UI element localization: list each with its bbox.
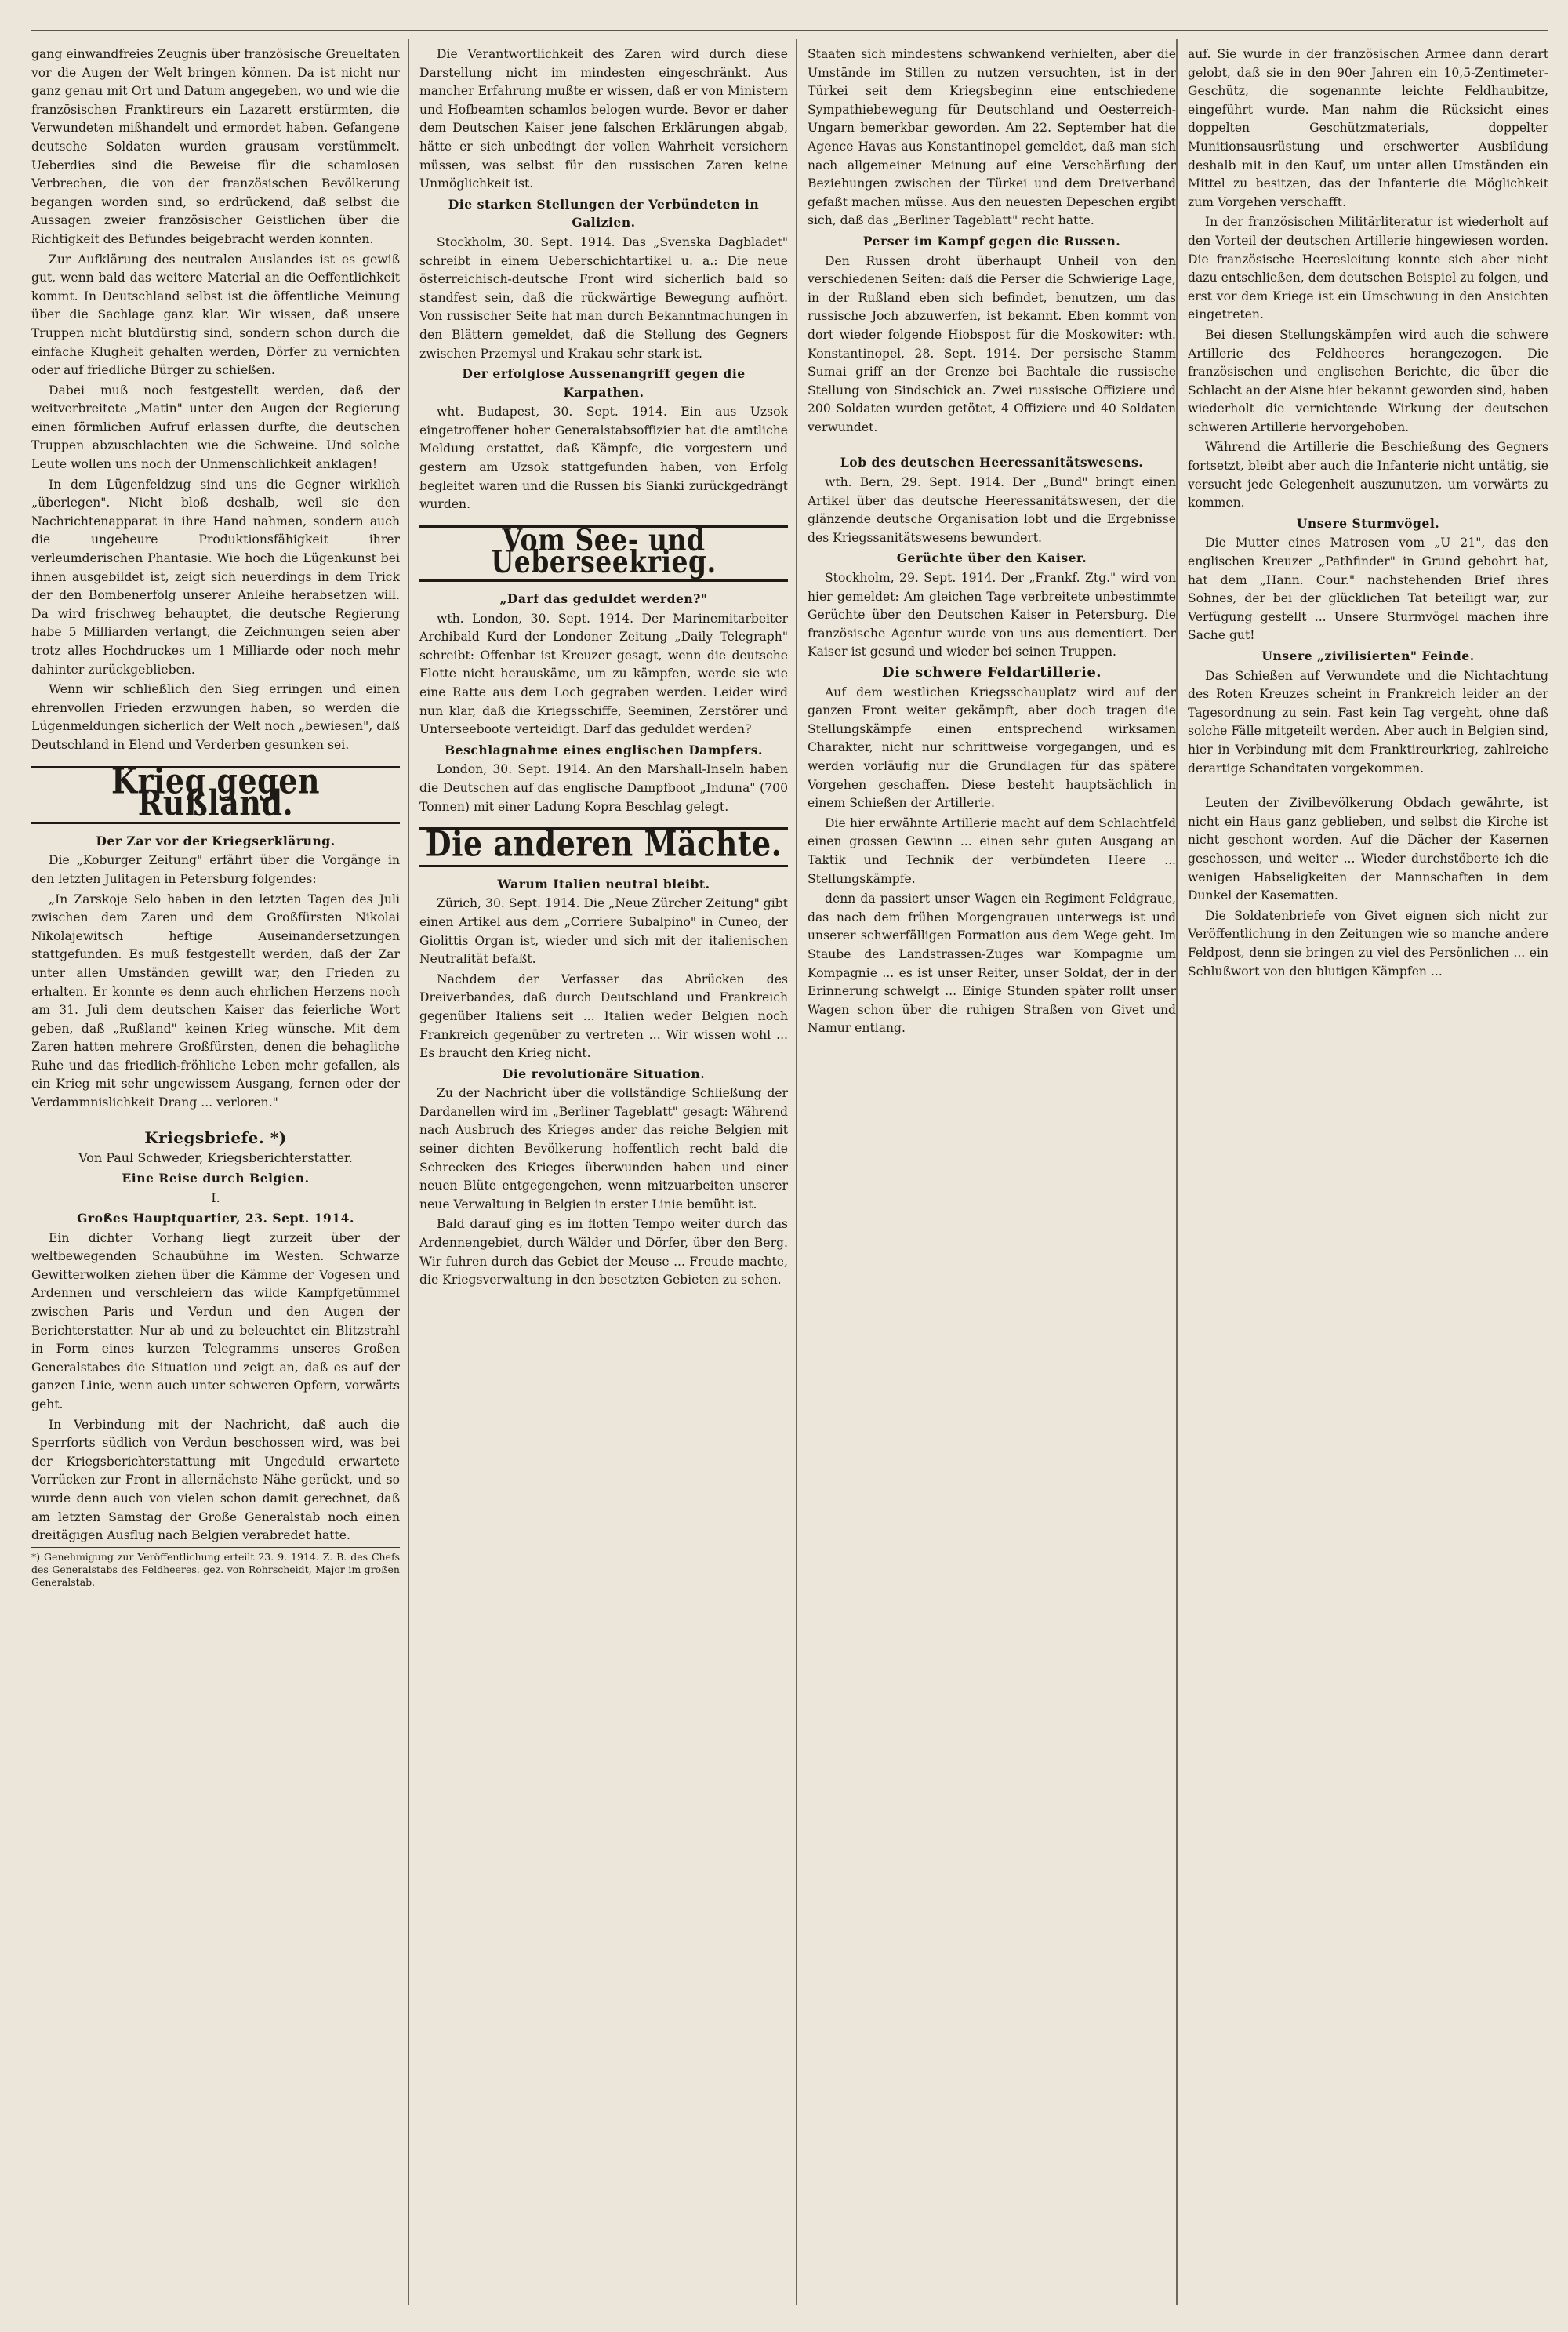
article-paragraph: denn da passiert unser Wagen ein Regiment Feldgraue, das nach dem frühen Morgengrauen unterwegs ist und unserer schwerfälligen Formation aus dem Wege geht. Im Staube des Landstrassen-Zuges war Kompagnie um Kompagnie ... es ist unser Reiter, unser Soldat, der in der Erinnerung schwelgt ... Einige Stunden später rollt unser Wagen schon über die ruhigen Straßen von Givet und Namur entlang. [808, 892, 1176, 1036]
article-paragraph: Das Schießen auf Verwundete und die Nichtachtung des Roten Kreuzes scheint in Frankreich leider an der Tagesordnung zu sein. Fast kein Tag vergeht, ohne daß solche Fälle mitgeteilt werden. Aber auch in Belgien sind, hier in Verbindung mit dem Franktireurkrieg, zahlreiche derartige Schandtaten vorgekommen. [1188, 668, 1548, 776]
section-banner: Vom See- und Ueberseekrieg. [419, 525, 788, 582]
column-rule [796, 39, 797, 2305]
article-paragraph: Zu der Nachricht über die vollständige Schließung der Dardanellen wird im „Berliner Tageblatt" gesagt: Während nach Ausbruch des Krieges ander das reiche Belgien mit seiner dichten Bevölkerung hoffentlich recht bald die Schrecken des Krieges überwunden haben und einer neuen Blüte entgegengehen, wenn mitzuarbeiten unserer neue Verwaltung in Belgien in erster Linie bemüht ist. [419, 1086, 788, 1211]
column-2 [419, 45, 788, 2304]
article-paragraph: Zürich, 30. Sept. 1914. Die „Neue Zürcher Zeitung" gibt einen Artikel aus dem „Corriere Subalpino" in Cuneo, der Giolittis Organ ist, wieder und sich mit der italienischen Neutralität befaßt. [419, 896, 788, 967]
dateline: Großes Hauptquartier, 23. Sept. 1914. [77, 1211, 354, 1226]
article-paragraph: Die Verantwortlichkeit des Zaren wird durch diese Darstellung nicht im mindesten eingeschränkt. Aus mancher Erfahrung mußte er wissen, daß er von Ministern und Hofbeamten schamlos belogen wurde. Bevor er daher dem Deutschen Kaiser jene falschen Erklärungen abgab, hätte er sich unbedingt der vollen Wahrheit versichern müssen, was selbst für den russischen Zaren keine Unmöglichkeit ist. [419, 47, 788, 191]
column-4 [1188, 45, 1548, 2304]
article-headline: Gerüchte über den Kaiser. [896, 550, 1087, 566]
article-headline: Die starken Stellungen der Verbündeten in Galizien. [448, 196, 760, 231]
article-paragraph: Die „Koburger Zeitung" erfährt über die Vorgänge in den letzten Julitagen in Petersburg folgendes: [31, 853, 400, 886]
article-paragraph: Während die Artillerie die Beschießung des Gegners fortsetzt, bleibt aber auch die Infanterie nicht untätig, sie versucht jede Gelegenheit auszunutzen, um vorwärts zu kommen. [1188, 440, 1548, 510]
article-headline: Der erfolglose Aussenangriff gegen die Karpathen. [462, 366, 746, 400]
article-paragraph: Die Soldatenbriefe von Givet eignen sich nicht zur Veröffentlichung in den Zeitungen wie so manche andere Feldpost, denn sie bringen zu viel des Persönlichen ... ein Schlußwort von den blutigen Kämpfen ... [1188, 908, 1548, 979]
article-headline: Unsere „zivilisierten" Feinde. [1261, 648, 1475, 663]
column-rule [1176, 39, 1178, 2305]
article-paragraph: Die Mutter eines Matrosen vom „U 21", das den englischen Kreuzer „Pathfinder" in Grund gebohrt hat, hat dem „Hann. Cour." nachstehenden Brief ihres Sohnes, der bei der glücklichen Tat beteiligt war, zur Verfügung gestellt ... Unsere Sturmvögel machen ihre Sache gut! [1188, 536, 1548, 643]
article-headline: Die revolutionäre Situation. [502, 1066, 706, 1081]
article-paragraph: Stockholm, 29. Sept. 1914. Der „Frankf. Ztg." wird von hier gemeldet: Am gleichen Tage verbreitete unbestimmte Gerüchte über den Deutschen Kaiser in Petersburg. Die französische Agentur wurde von uns aus dementiert. Der Kaiser ist gesund und wieder bei seinen Truppen. [808, 571, 1176, 659]
top-rule [31, 11, 1548, 31]
article-headline: Lob des deutschen Heeressanitätswesens. [840, 455, 1144, 470]
article-paragraph: Dabei muß noch festgestellt werden, daß der weitverbreitete „Matin" unter den Augen der Regierung einen förmlichen Aufruf erlassen durfte, die deutschen Truppen abzuschlachten wie die Schweine. Und solche Leute wollen uns noch der Unmenschlichkeit anklagen! [31, 383, 400, 472]
column-1 [31, 45, 400, 2304]
article-paragraph: Bei diesen Stellungskämpfen wird auch die schwere Artillerie des Feldheeres herangezogen. Die französischen und englischen Berichte, die über die Schlacht an der Aisne hier bekannt geworden sind, haben wiederholt die vernichtende Wirkung der deutschen schweren Artillerie hervorgehoben. [1188, 327, 1548, 434]
article-headline: Der Zar vor der Kriegserklärung. [96, 833, 336, 848]
article-paragraph: London, 30. Sept. 1914. An den Marshall-Inseln haben die Deutschen auf das englische Dampfboot „Induna" (700 Tonnen) mit einer Ladung Kopra Beschlag gelegt. [419, 762, 788, 814]
section-banner: Krieg gegen Rußland. [31, 766, 400, 824]
article-paragraph: Die hier erwähnte Artillerie macht auf dem Schlachtfeld einen grossen Gewinn ... einen sehr guten Ausgang an Taktik und Technik der verbündeten Heere ... Stellungskämpfe. [808, 815, 1176, 886]
article-headline: „Darf das geduldet werden?" [499, 591, 708, 607]
article-paragraph: Stockholm, 30. Sept. 1914. Das „Svenska Dagbladet" schreibt in einem Ueberschichtartikel u. a.: Die neue österreichisch-deutsche Front wird sicherlich bald so standfest sein, daß die rückwärtige Bewegung aufhört. Von russischer Seite hat man durch Bekanntmachungen in den Blättern gemeldet, daß die Stellung des Gegners zwischen Przemysl und Krakau sehr stark ist. [419, 234, 788, 361]
article-headline: Unsere Sturmvögel. [1296, 515, 1440, 531]
article-paragraph: „In Zarskoje Selo haben in den letzten Tagen des Juli zwischen dem Zaren und dem Großfürsten Nikolai Nikolajewitsch heftige Auseinandersetzungen stattgefunden. Es muß festgestellt werden, daß der Zar unter allen Umständen gewillt war, den Frieden zu erhalten. Er konnte es denn auch ehrlichen Herzens noch am 31. Juli dem deutschen Kaiser das feierliche Wort geben, daß „Rußland" keinen Krieg wünsche. Mit dem Zaren hatten mehrere Großfürsten, denen die behagliche Ruhe und das friedlich-fröhliche Leben mehr gefallen, als ein Krieg mit sehr ungewissem Ausgang, fernen oder der Verdammnislichkeit Drang ... verloren." [31, 892, 400, 1110]
article-headline: Kriegsbriefe. *) [144, 1128, 287, 1147]
byline: Von Paul Schweder, Kriegsberichterstatter. [78, 1150, 353, 1166]
article-paragraph: wth. Bern, 29. Sept. 1914. Der „Bund" bringt einen Artikel über das deutsche Heeressanitätswesen, der die glänzende deutsche Organisation lobt und die Ergebnisse des Kriegssanitätswesens bewundert. [808, 475, 1176, 545]
article-headline: Die schwere Feldartillerie. [881, 664, 1102, 681]
article-headline: Warum Italien neutral bleibt. [497, 876, 710, 892]
article-paragraph: Wenn wir schließlich den Sieg erringen und einen ehrenvollen Frieden erzwungen haben, so werden die Lügenmeldungen sicherlich der Welt noch „bewiesen", daß Deutschland in Elend und Verderben gesunken sei. [31, 682, 400, 752]
article-paragraph: Leuten der Zivilbevölkerung Obdach gewährte, ist nicht ein Haus ganz geblieben, und selbst die Kirche ist nicht geschont worden. Auf die Dächer der Kasernen geschossen, und weiter ... Wieder durchstöberte ich die wenigen Habseligkeiten der Mannschaften in dem Dunkel der Kasematten. [1188, 796, 1548, 903]
article-paragraph: wht. Budapest, 30. Sept. 1914. Ein aus Uzsok eingetroffener hoher Generalstabsoffizier hat die amtliche Meldung erstattet, daß Kämpfe, die vorgestern und gestern am Uzsok stattgefunden haben, von Erfolg begleitet waren und die Russen bis Sianki zurückgedrängt wurden. [419, 405, 788, 512]
article-paragraph: Den Russen droht überhaupt Unheil von den verschiedenen Seiten: daß die Perser die Schwierige Lage, in der Rußland eben sich befindet, benutzen, um das russische Joch abzuwerfen, ist bekannt. Eben kommt von dort wieder folgende Hiobspost für die Moskowiter: wth. Konstantinopel, 28. Sept. 1914. Der persische Stamm Sumai griff an der Grenze bei Bachtale die russische Stellung von Sindschick an. Zwei russische Offiziere und 200 Soldaten wurden getötet, 4 Offiziere und 40 Soldaten verwundet. [808, 253, 1176, 434]
article-headline: Beschlagnahme eines englischen Dampfers. [445, 742, 763, 757]
article-paragraph: Auf dem westlichen Kriegsschauplatz wird auf der ganzen Front weiter gekämpft, aber doch tragen die Stellungskämpfe einen entsprechend wirksamen Charakter, nicht nur schrittweise vorgegangen, und es werden vorläufig nur die Grundlagen für das spätere Vorgehen geschaffen. Diese besteht hauptsächlich in einem Schießen der Artillerie. [808, 685, 1176, 811]
article-paragraph: gang einwandfreies Zeugnis über französische Greueltaten vor die Augen der Welt bringen können. Da ist nicht nur ganz genau mit Ort und Datum angegeben, wo und wie die französischen Franktireurs ein Lazarett erstürmten, die Verwundeten mißhandelt und ermordet haben. Gefangene deutsche Soldaten wurden grausam verstümmelt. Ueberdies sind die Beweise für die schamlosen Verbrechen, die von der französischen Bevölkerung begangen worden sind, so erdrückend, daß selbst die Aussagen zweier französischer Geistlichen über die Richtigkeit des Befundes beigebracht werden konnten. [31, 47, 400, 246]
article-paragraph: Ein dichter Vorhang liegt zurzeit über der weltbewegenden Schaubühne im Westen. Schwarze Gewitterwolken ziehen über die Kämme der Vogesen und Ardennen und verschleiern das wilde Kampfgetümmel zwischen Paris und Verdun und den Augen der Berichterstatter. Nur ab und zu beleuchtet ein Blitzstrahl in Form eines kurzen Telegramms unseres Großen Generalstabes die Situation und zeigt an, daß es auf der ganzen Linie, wenn auch unter schweren Opfern, vorwärts geht. [31, 1230, 400, 1411]
article-subheadline: Eine Reise durch Belgien. [122, 1170, 310, 1186]
article-paragraph: wth. London, 30. Sept. 1914. Der Marinemitarbeiter Archibald Kurd der Londoner Zeitung „Daily Telegraph" schreibt: Offenbar ist Kreuzer gesagt, wenn die deutsche Flotte nicht herauskäme, um zu kämpfen, werde sie wie eine Ratte aus dem Loch gegraben werden. Leider wird nun klar, daß die Kriegsschiffe, Seeminen, Zerstörer und Unterseeboote verteidigt. Darf das geduldet werden? [419, 611, 788, 737]
article-paragraph: auf. Sie wurde in der französischen Armee dann derart gelobt, daß sie in den 90er Jahren ein 10,5-Zentimeter-Geschütz, die sogenannte leichte Feldhaubitze, eingeführt wurde. Man nahm die Rücksicht eines doppelten Geschützmaterials, doppelter Munitionsausrüstung und erschwerter Ausbildung deshalb mit in den Kauf, um unter allen Umständen ein Mittel zu besitzen, das der Infanterie die Möglichkeit zum Vorgehen verschafft. [1188, 47, 1548, 209]
footnote: *) Genehmigung zur Veröffentlichung erteilt 23. 9. 1914. Z. B. des Chefs des Generalstabs des Feldheeres. gez. von Rohrscheidt, Major im großen Generalstab. [31, 1547, 400, 1589]
article-paragraph: Bald darauf ging es im flotten Tempo weiter durch das Ardennengebiet, durch Wälder und Dörfer, über den Berg. Wir fuhren durch das Gebiet der Meuse ... Freude machte, die Kriegsverwaltung in den besetzten Gebieten zu sehen. [419, 1217, 788, 1288]
section-banner: Die anderen Mächte. [419, 827, 788, 867]
part-number: I. [211, 1190, 220, 1206]
article-paragraph: Zur Aufklärung des neutralen Auslandes ist es gewiß gut, wenn bald das weitere Material an die Oeffentlichkeit kommt. In Deutschland selbst ist die öffentliche Meinung über die Sachlage ganz klar. Wir wissen, daß unsere Truppen nicht blutdürstig sind, sondern schon durch die einfache Klugheit gehalten werden, Dörfer zu vernichten oder auf friedliche Bürger zu schießen. [31, 252, 400, 378]
column-rule [408, 39, 409, 2305]
article-paragraph: In dem Lügenfeldzug sind uns die Gegner wirklich „überlegen". Nicht bloß deshalb, weil sie den Nachrichtenapparat in ihre Hand nahmen, sondern auch die ungeheure Produktionsfähigkeit ihrer verleumderischen Phantasie. Wie hoch die Lügenkunst bei ihnen ausgebildet ist, zeigt sich neuerdings in dem Trick der den Bombenerfolg unserer Anleihe herabsetzen will. Da wird frischweg behauptet, die deutsche Regierung habe 5 Milliarden verlangt, die Zeichnungen seien aber trotz alles Hochdruckes um 1 Milliarde oder noch mehr dahinter zurückgeblieben. [31, 477, 400, 677]
column-3 [808, 45, 1176, 2304]
article-paragraph: In Verbindung mit der Nachricht, daß auch die Sperrforts südlich von Verdun beschossen wird, was bei der Kriegsberichterstattung mit Ungeduld erwartete Vorrücken zur Front in allernächste Nähe gerückt, und so wurde denn auch von vielen schon damit gerechnet, daß am letzten Samstag der Große Generalstab noch einen dreitägigen Ausflug nach Belgien verabredet hatte. [31, 1417, 400, 1543]
article-paragraph: Staaten sich mindestens schwankend verhielten, aber die Umstände im Stillen zu nutzen versuchten, ist in der Türkei seit dem Kriegsbeginn eine entschiedene Sympathiebewegung für Deutschland und Oesterreich-Ungarn bemerkbar geworden. Am 22. September hat die Agence Havas aus Konstantinopel gemeldet, daß man sich nach allgemeiner Meinung auf eine Verschärfung der Beziehungen zwischen der Türkei und dem Dreiverband gefaßt machen müsse. Aus den neuesten Depeschen ergibt sich, daß das „Berliner Tageblatt" recht hatte. [808, 47, 1176, 228]
article-paragraph: In der französischen Militärliteratur ist wiederholt auf den Vorteil der deutschen Artillerie hingewiesen worden. Die französische Heeresleitung konnte sich aber nicht dazu entschließen, dem deutschen Beispiel zu folgen, und erst vor dem Kriege ist ein Umschwung in den Ansichten eingetreten. [1188, 215, 1548, 322]
article-headline: Perser im Kampf gegen die Russen. [862, 233, 1121, 249]
article-paragraph: Nachdem der Verfasser das Abrücken des Dreiverbandes, daß durch Deutschland und Frankreich gegenüber Italiens seit ... Italien weder Belgien noch Frankreich gegenüber zu vertreten ... Wir wissen wohl ... Es braucht den Krieg nicht. [419, 972, 788, 1061]
